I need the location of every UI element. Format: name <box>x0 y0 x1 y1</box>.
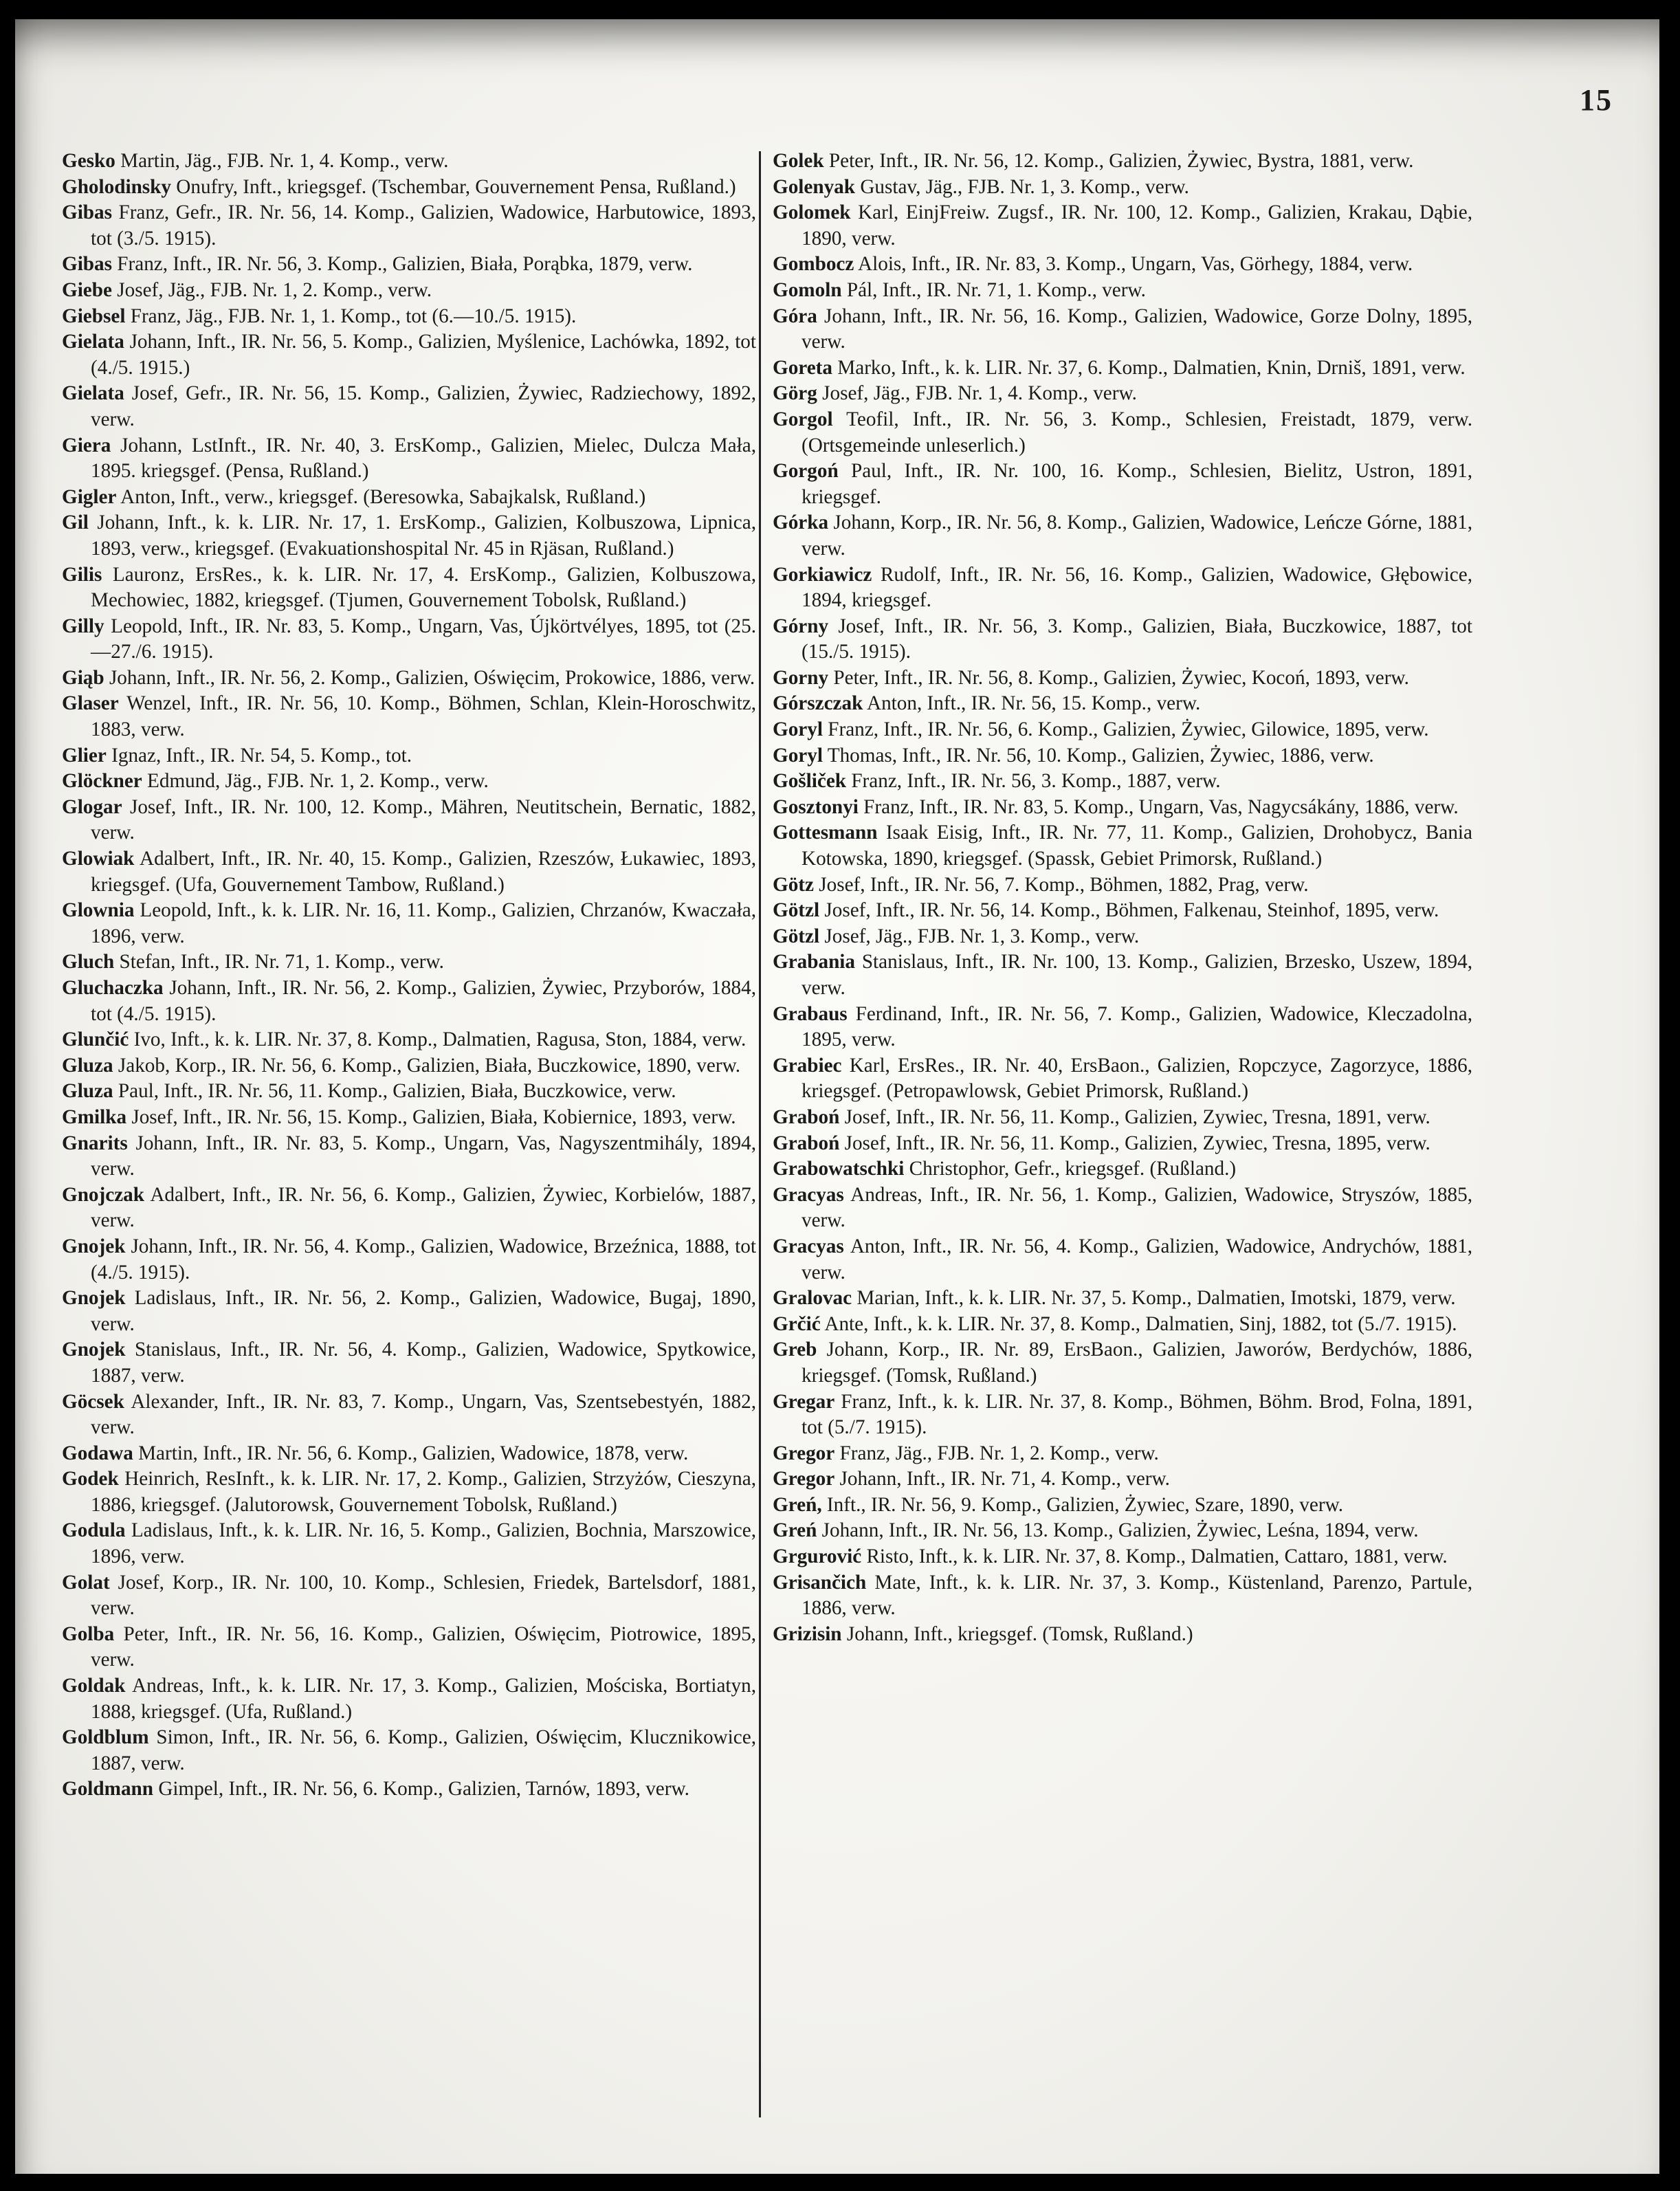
entry-details: Johann, Inft., IR. Nr. 56, 16. Komp., Galizien, Wadowice, Gorze Dolny, 1895, verw. <box>802 305 1472 353</box>
entry-details: Josef, Inft., IR. Nr. 56, 14. Komp., Böhmen, Falkenau, Steinhof, 1895, verw. <box>819 899 1439 922</box>
casualty-entry <box>773 717 1472 743</box>
entry-details: Karl, EinjFreiw. Zugsf., IR. Nr. 100, 12. Komp., Galizien, Krakau, Dąbie, 1890, verw. <box>802 201 1472 250</box>
casualty-entry <box>62 329 756 381</box>
surname: Gorgoń <box>773 460 839 483</box>
entry-details: Ladislaus, Inft., k. k. LIR. Nr. 16, 5. Komp., Galizien, Bochnia, Marszowice, 1896, verw. <box>91 1519 756 1568</box>
surname: Golat <box>62 1571 110 1594</box>
entry-details: Alois, Inft., IR. Nr. 83, 3. Komp., Ungarn, Vas, Görhegy, 1884, verw. <box>854 253 1413 276</box>
entry-details: Anton, Inft., IR. Nr. 56, 15. Komp., verw. <box>863 692 1201 715</box>
entry-details: Josef, Jäg., FJB. Nr. 1, 4. Komp., verw. <box>817 382 1137 405</box>
entry-details: Ivo, Inft., k. k. LIR. Nr. 37, 8. Komp., Dalmatien, Ragusa, Ston, 1884, verw. <box>129 1028 747 1051</box>
surname: Golenyak <box>773 175 856 198</box>
casualty-entry <box>62 743 756 769</box>
casualty-entry <box>773 872 1472 899</box>
casualty-entry <box>773 691 1472 717</box>
casualty-entry <box>62 1570 756 1622</box>
entry-details: Stefan, Inft., IR. Nr. 71, 1. Komp., verw. <box>114 951 444 973</box>
surname: Gluch <box>62 951 115 973</box>
entry-details: Paul, Inft., IR. Nr. 100, 16. Komp., Schlesien, Bielitz, Ustron, 1891, kriegsgef. <box>802 460 1472 508</box>
entry-details: Teofil, Inft., IR. Nr. 56, 3. Komp., Schlesien, Freistadt, 1879, verw. (Ortsgemeinde unleserlich.) <box>802 408 1472 456</box>
entry-details: Franz, Inft., k. k. LIR. Nr. 37, 8. Komp., Böhmen, Böhm. Brod, Folna, 1891, tot (5./7. 1915). <box>802 1390 1472 1439</box>
surname: Greń, <box>773 1493 822 1516</box>
surname: Giebe <box>62 278 112 301</box>
surname: Gnojczak <box>62 1183 144 1206</box>
casualty-entry <box>62 1622 756 1673</box>
casualty-entry <box>62 691 756 742</box>
surname: Gluchaczka <box>62 977 164 999</box>
entry-details: Peter, Inft., IR. Nr. 56, 12. Komp., Galizien, Żywiec, Bystra, 1881, verw. <box>824 150 1414 172</box>
casualty-entry <box>62 898 756 949</box>
surname: Goreta <box>773 356 832 379</box>
casualty-entry <box>773 665 1472 692</box>
casualty-entry <box>773 1234 1472 1286</box>
surname: Görg <box>773 382 817 405</box>
casualty-entry <box>62 1518 756 1570</box>
surname: Gorny <box>773 666 829 689</box>
entry-details: Isaak Eisig, Inft., IR. Nr. 77, 11. Komp., Galizien, Drohobycz, Bania Kotowska, 1890, kriegsgef. (Spassk, Gebiet Primorsk, Rußland.) <box>802 822 1472 870</box>
surname: Glöckner <box>62 770 142 793</box>
document-page <box>15 19 1659 2174</box>
surname: Grčić <box>773 1312 821 1335</box>
surname: Gorgol <box>773 408 833 430</box>
entry-details: Johann, Inft., IR. Nr. 56, 5. Komp., Galizien, Myślenice, Lachówka, 1892, tot (4./5. 1915.) <box>91 331 756 379</box>
casualty-entry <box>773 1493 1472 1519</box>
casualty-entry <box>773 1002 1472 1053</box>
entry-details: Mate, Inft., k. k. LIR. Nr. 37, 3. Komp., Küstenland, Parenzo, Partule, 1886, verw. <box>802 1571 1472 1620</box>
entry-details: Gimpel, Inft., IR. Nr. 56, 6. Komp., Galizien, Tarnów, 1893, verw. <box>153 1778 689 1801</box>
entry-details: Christophor, Gefr., kriegsgef. (Rußland.) <box>904 1158 1237 1180</box>
entry-details: Johann, Inft., IR. Nr. 56, 4. Komp., Galizien, Wadowice, Brzeźnica, 1888, tot (4./5. 1915). <box>91 1235 756 1284</box>
surname: Graboń <box>773 1105 840 1128</box>
casualty-entry <box>773 175 1472 201</box>
entry-details: Pál, Inft., IR. Nr. 71, 1. Komp., verw. <box>841 278 1146 301</box>
surname: Giąb <box>62 666 104 689</box>
casualty-entry <box>773 148 1472 175</box>
surname: Gil <box>62 511 89 534</box>
casualty-entry <box>62 1466 756 1518</box>
surname: Gnarits <box>62 1132 128 1154</box>
surname: Goryl <box>773 744 823 767</box>
surname: Godawa <box>62 1442 133 1464</box>
casualty-entry <box>62 304 756 330</box>
casualty-entry <box>773 1544 1472 1570</box>
entry-details: Josef, Korp., IR. Nr. 100, 10. Komp., Schlesien, Friedek, Bartelsdorf, 1881, verw. <box>91 1571 756 1620</box>
surname: Götzl <box>773 899 820 922</box>
casualty-entry <box>773 1053 1472 1105</box>
surname: Gmilka <box>62 1105 127 1128</box>
casualty-entry <box>62 510 756 562</box>
casualty-entry <box>62 252 756 278</box>
entry-details: Leopold, Inft., IR. Nr. 83, 5. Komp., Ungarn, Vas, Újkörtvélyes, 1895, tot (25.—27./6. 1915). <box>91 615 756 663</box>
surname: Grabania <box>773 951 856 973</box>
casualty-entry <box>62 949 756 976</box>
surname: Grisančich <box>773 1571 867 1594</box>
casualty-entry <box>62 1441 756 1467</box>
casualty-entry <box>773 304 1472 355</box>
casualty-entry <box>773 278 1472 304</box>
surname: Grgurović <box>773 1545 862 1568</box>
entry-details: Johann, Inft., IR. Nr. 56, 2. Komp., Galizien, Oświęcim, Prokowice, 1886, verw. <box>104 666 755 689</box>
surname: Götzl <box>773 925 820 947</box>
casualty-entry <box>62 1673 756 1725</box>
entry-details: Josef, Inft., IR. Nr. 100, 12. Komp., Mähren, Neutitschein, Bernatic, 1882, verw. <box>91 795 756 844</box>
casualty-entry <box>62 1053 756 1079</box>
entry-details: Franz, Inft., IR. Nr. 56, 6. Komp., Galizien, Żywiec, Gilowice, 1895, verw. <box>822 718 1429 741</box>
entry-details: Johann, Korp., IR. Nr. 56, 8. Komp., Galizien, Wadowice, Leńcze Górne, 1881, verw. <box>802 511 1472 560</box>
casualty-entry <box>773 1466 1472 1493</box>
casualty-entry <box>773 1518 1472 1544</box>
surname: Gigler <box>62 485 117 508</box>
surname: Goldmann <box>62 1778 154 1801</box>
entry-details: Andreas, Inft., IR. Nr. 56, 1. Komp., Galizien, Wadowice, Stryszów, 1885, verw. <box>802 1183 1472 1232</box>
surname: Gnojek <box>62 1287 126 1310</box>
casualty-entry <box>773 1570 1472 1622</box>
surname: Glogar <box>62 795 122 818</box>
surname: Gregor <box>773 1468 835 1490</box>
casualty-entry <box>773 1337 1472 1389</box>
entry-details: Risto, Inft., k. k. LIR. Nr. 37, 8. Komp., Dalmatien, Cattaro, 1881, verw. <box>861 1545 1448 1568</box>
entry-details: Peter, Inft., IR. Nr. 56, 8. Komp., Galizien, Żywiec, Kocoń, 1893, verw. <box>828 666 1409 689</box>
entry-details: Rudolf, Inft., IR. Nr. 56, 16. Komp., Galizien, Wadowice, Głębowice, 1894, kriegsgef. <box>802 563 1472 612</box>
surname: Graboń <box>773 1132 840 1154</box>
entry-details: Josef, Jäg., FJB. Nr. 1, 2. Komp., verw. <box>111 278 432 301</box>
entry-details: Franz, Inft., IR. Nr. 83, 5. Komp., Ungarn, Vas, Nagycsákány, 1886, verw. <box>858 795 1459 818</box>
surname: Greb <box>773 1339 817 1361</box>
entry-details: Anton, Inft., verw., kriegsgef. (Beresowka, Sabajkalsk, Rußland.) <box>116 485 646 508</box>
casualty-entry <box>62 1776 756 1803</box>
entry-details: Paul, Inft., IR. Nr. 56, 11. Komp., Galizien, Biała, Buczkowice, verw. <box>113 1080 676 1103</box>
surname: Gesko <box>62 150 115 172</box>
casualty-entry <box>773 924 1472 950</box>
casualty-entry <box>62 614 756 665</box>
casualty-entry <box>773 1441 1472 1467</box>
entry-details: Josef, Inft., IR. Nr. 56, 11. Komp., Galizien, Zywiec, Tresna, 1891, verw. <box>839 1105 1430 1128</box>
casualty-entry <box>62 976 756 1027</box>
surname: Gibas <box>62 201 112 224</box>
casualty-entry <box>773 820 1472 872</box>
surname: Gomoln <box>773 278 842 301</box>
casualty-entry <box>773 252 1472 278</box>
casualty-entry <box>773 510 1472 562</box>
entry-details: Martin, Inft., IR. Nr. 56, 6. Komp., Galizien, Wadowice, 1878, verw. <box>133 1442 689 1464</box>
entry-details: Marian, Inft., k. k. LIR. Nr. 37, 5. Komp., Dalmatien, Imotski, 1879, verw. <box>852 1287 1456 1310</box>
left-column <box>62 148 756 1803</box>
casualty-entry <box>773 1389 1472 1441</box>
casualty-entry <box>62 1725 756 1776</box>
casualty-entry <box>773 1182 1472 1234</box>
entry-details: Jakob, Korp., IR. Nr. 56, 6. Komp., Galizien, Biała, Buczkowice, 1890, verw. <box>113 1054 741 1077</box>
casualty-entry <box>773 795 1472 821</box>
entry-details: Franz, Jäg., FJB. Nr. 1, 1. Komp., tot (6.—10./5. 1915). <box>125 305 577 327</box>
surname: Gielata <box>62 331 124 353</box>
entry-details: Franz, Jäg., FJB. Nr. 1, 2. Komp., verw. <box>835 1442 1159 1464</box>
surname: Górny <box>773 615 829 637</box>
surname: Gibas <box>62 253 112 276</box>
entry-details: Simon, Inft., IR. Nr. 56, 6. Komp., Galizien, Oświęcim, Klucznikowice, 1887, verw. <box>91 1726 756 1774</box>
surname: Górka <box>773 511 829 534</box>
entry-details: Josef, Jäg., FJB. Nr. 1, 3. Komp., verw. <box>819 925 1140 947</box>
surname: Golomek <box>773 201 851 224</box>
entry-details: Ferdinand, Inft., IR. Nr. 56, 7. Komp., Galizien, Wadowice, Kleczadolna, 1895, verw. <box>802 1002 1472 1051</box>
surname: Grabaus <box>773 1002 848 1025</box>
casualty-entry <box>773 1622 1472 1648</box>
casualty-entry <box>62 795 756 846</box>
surname: Górszczak <box>773 692 863 715</box>
casualty-entry <box>773 1156 1472 1182</box>
surname: Gluza <box>62 1080 113 1103</box>
surname: Gielata <box>62 382 124 405</box>
casualty-entry <box>773 1131 1472 1157</box>
entry-details: Johann, Inft., IR. Nr. 83, 5. Komp., Ungarn, Vas, Nagyszentmihály, 1894, verw. <box>91 1132 756 1180</box>
surname: Göcsek <box>62 1390 124 1413</box>
surname: Gottesmann <box>773 822 878 844</box>
entry-details: Ignaz, Inft., IR. Nr. 54, 5. Komp., tot. <box>106 744 412 767</box>
surname: Glownia <box>62 899 135 922</box>
casualty-entry <box>62 1027 756 1053</box>
surname: Gregor <box>773 1442 835 1464</box>
entry-details: Heinrich, ResInft., k. k. LIR. Nr. 17, 2. Komp., Galizien, Strzyżów, Cieszyna, 1886, kriegsgef. (Jalutorowsk, Gouvernement Tobolsk, Rußland.) <box>91 1468 756 1516</box>
casualty-entry <box>62 1286 756 1337</box>
surname: Gnojek <box>62 1235 126 1257</box>
casualty-entry <box>62 148 756 175</box>
entry-details: Thomas, Inft., IR. Nr. 56, 10. Komp., Galizien, Żywiec, 1886, verw. <box>822 744 1374 767</box>
surname: Glaser <box>62 692 119 715</box>
entry-details: Stanislaus, Inft., IR. Nr. 56, 4. Komp., Galizien, Wadowice, Spytkowice, 1887, verw. <box>91 1339 756 1387</box>
surname: Giebsel <box>62 305 126 327</box>
entry-details: Gustav, Jäg., FJB. Nr. 1, 3. Komp., verw. <box>855 175 1189 198</box>
casualty-entry <box>62 381 756 432</box>
casualty-entry <box>773 355 1472 382</box>
casualty-entry <box>62 1234 756 1286</box>
entry-details: Peter, Inft., IR. Nr. 56, 16. Komp., Galizien, Oświęcim, Piotrowice, 1895, verw. <box>91 1622 756 1671</box>
casualty-entry <box>62 846 756 898</box>
surname: Gombocz <box>773 253 854 276</box>
casualty-entry <box>62 175 756 201</box>
casualty-entry <box>773 459 1472 510</box>
surname: Grabowatschki <box>773 1158 905 1180</box>
casualty-entry <box>773 562 1472 614</box>
entry-details: Inft., IR. Nr. 56, 9. Komp., Galizien, Żywiec, Szare, 1890, verw. <box>821 1493 1344 1516</box>
surname: Glunčić <box>62 1028 129 1051</box>
entry-details: Lauronz, ErsRes., k. k. LIR. Nr. 17, 4. ErsKomp., Galizien, Kolbuszowa, Mechowiec, 1882, kriegsgef. (Tjumen, Gouvernement Tobolsk, Rußland.) <box>91 563 756 612</box>
entry-details: Edmund, Jäg., FJB. Nr. 1, 2. Komp., verw. <box>142 770 489 793</box>
column-divider <box>759 151 761 2117</box>
casualty-entry <box>62 1105 756 1131</box>
casualty-entry <box>773 949 1472 1001</box>
surname: Golba <box>62 1622 115 1645</box>
entry-details: Johann, Korp., IR. Nr. 89, ErsBaon., Galizien, Jaworów, Berdychów, 1886, kriegsgef. (Tomsk, Rußland.) <box>802 1339 1472 1387</box>
surname: Goldak <box>62 1675 126 1697</box>
page-number: 15 <box>1580 83 1613 117</box>
surname: Goryl <box>773 718 823 741</box>
casualty-entry <box>773 743 1472 769</box>
surname: Goldblum <box>62 1726 149 1749</box>
entry-details: Franz, Inft., IR. Nr. 56, 3. Komp., 1887, verw. <box>846 770 1221 793</box>
casualty-entry <box>773 1105 1472 1131</box>
surname: Gorkiawicz <box>773 563 872 586</box>
entry-details: Leopold, Inft., k. k. LIR. Nr. 16, 11. Komp., Galizien, Chrzanów, Kwaczała, 1896, verw. <box>91 899 756 947</box>
entry-details: Josef, Inft., IR. Nr. 56, 3. Komp., Galizien, Biała, Buczkowice, 1887, tot (15./5. 1915). <box>802 615 1472 663</box>
surname: Grabiec <box>773 1054 842 1077</box>
entry-details: Josef, Inft., IR. Nr. 56, 15. Komp., Galizien, Biała, Kobiernice, 1893, verw. <box>126 1105 736 1128</box>
entry-details: Johann, LstInft., IR. Nr. 40, 3. ErsKomp., Galizien, Mielec, Dulcza Mała, 1895. kriegsgef. (Pensa, Rußland.) <box>91 434 756 483</box>
entry-details: Franz, Inft., IR. Nr. 56, 3. Komp., Galizien, Biała, Porąbka, 1879, verw. <box>112 253 693 276</box>
surname: Gralovac <box>773 1287 852 1310</box>
surname: Gluza <box>62 1054 113 1077</box>
entry-details: Johann, Inft., IR. Nr. 71, 4. Komp., verw. <box>835 1468 1170 1490</box>
surname: Götz <box>773 873 814 896</box>
entry-details: Adalbert, Inft., IR. Nr. 40, 15. Komp., Galizien, Rzeszów, Łukawiec, 1893, kriegsgef. (Ufa, Gouvernement Tambow, Rußland.) <box>91 848 756 896</box>
casualty-entry <box>62 278 756 304</box>
surname: Golek <box>773 150 824 172</box>
entry-details: Marko, Inft., k. k. LIR. Nr. 37, 6. Komp., Dalmatien, Knin, Drniš, 1891, verw. <box>832 356 1466 379</box>
surname: Grizisin <box>773 1622 842 1645</box>
casualty-entry <box>62 562 756 614</box>
surname: Glowiak <box>62 848 135 870</box>
casualty-entry <box>773 769 1472 795</box>
casualty-entry <box>62 433 756 485</box>
casualty-entry <box>62 1389 756 1441</box>
entry-details: Martin, Jäg., FJB. Nr. 1, 4. Komp., verw. <box>115 150 449 172</box>
entry-details: Josef, Inft., IR. Nr. 56, 7. Komp., Böhmen, 1882, Prag, verw. <box>813 873 1309 896</box>
entry-details: Franz, Gefr., IR. Nr. 56, 14. Komp., Galizien, Wadowice, Harbutowice, 1893, tot (3./5. 1915). <box>91 201 756 250</box>
entry-details: Johann, Inft., k. k. LIR. Nr. 17, 1. ErsKomp., Galizien, Kolbuszowa, Lipnica, 1893, verw., kriegsgef. (Evakuationshospital Nr. 45 in Rjäsan, Rußland.) <box>88 511 756 560</box>
casualty-entry <box>62 200 756 252</box>
casualty-entry <box>773 1286 1472 1312</box>
surname: Gracyas <box>773 1183 844 1206</box>
casualty-entry <box>62 1182 756 1234</box>
entry-details: Onufry, Inft., kriegsgef. (Tschembar, Gouvernement Pensa, Rußland.) <box>171 175 736 198</box>
surname: Gilly <box>62 615 104 637</box>
casualty-entry <box>62 665 756 692</box>
entry-details: Johann, Inft., IR. Nr. 56, 13. Komp., Galizien, Żywiec, Leśna, 1894, verw. <box>817 1519 1419 1542</box>
casualty-entry <box>773 407 1472 459</box>
entry-details: Karl, ErsRes., IR. Nr. 40, ErsBaon., Galizien, Ropczyce, Zagorzyce, 1886, kriegsgef. (Petropawlowsk, Gebiet Primorsk, Rußland.) <box>802 1054 1472 1103</box>
right-column <box>773 148 1472 1647</box>
entry-details: Johann, Inft., kriegsgef. (Tomsk, Rußland.) <box>841 1622 1193 1645</box>
surname: Gilis <box>62 563 102 586</box>
casualty-entry <box>773 898 1472 924</box>
casualty-entry <box>62 769 756 795</box>
entry-details: Wenzel, Inft., IR. Nr. 56, 10. Komp., Böhmen, Schlan, Klein-Horoschwitz, 1883, verw. <box>91 692 756 741</box>
surname: Gregar <box>773 1390 835 1413</box>
surname: Gnojek <box>62 1339 126 1361</box>
entry-details: Andreas, Inft., k. k. LIR. Nr. 17, 3. Komp., Galizien, Mościska, Bortiatyn, 1888, kriegsgef. (Ufa, Rußland.) <box>91 1675 756 1723</box>
casualty-entry <box>773 1312 1472 1338</box>
entry-details: Anton, Inft., IR. Nr. 56, 4. Komp., Galizien, Wadowice, Andrychów, 1881, verw. <box>802 1235 1472 1284</box>
surname: Gholodinsky <box>62 175 171 198</box>
surname: Greń <box>773 1519 817 1542</box>
entry-details: Adalbert, Inft., IR. Nr. 56, 6. Komp., Galizien, Żywiec, Korbielów, 1887, verw. <box>91 1183 756 1232</box>
casualty-entry <box>773 614 1472 665</box>
casualty-entry <box>773 381 1472 407</box>
surname: Gosztonyi <box>773 795 859 818</box>
entry-details: Johann, Inft., IR. Nr. 56, 2. Komp., Galizien, Żywiec, Przyborów, 1884, tot (4./5. 1915). <box>91 977 756 1025</box>
entry-details: Alexander, Inft., IR. Nr. 83, 7. Komp., Ungarn, Vas, Szentsebestyén, 1882, verw. <box>91 1390 756 1439</box>
entry-details: Ladislaus, Inft., IR. Nr. 56, 2. Komp., Galizien, Wadowice, Bugaj, 1890, verw. <box>91 1287 756 1335</box>
surname: Giera <box>62 434 111 456</box>
casualty-entry <box>62 1079 756 1105</box>
surname: Gošliček <box>773 770 847 793</box>
entry-details: Stanislaus, Inft., IR. Nr. 100, 13. Komp., Galizien, Brzesko, Uszew, 1894, verw. <box>802 951 1472 999</box>
surname: Godula <box>62 1519 126 1542</box>
surname: Gracyas <box>773 1235 844 1257</box>
entry-details: Josef, Inft., IR. Nr. 56, 11. Komp., Galizien, Zywiec, Tresna, 1895, verw. <box>839 1132 1430 1154</box>
entry-details: Josef, Gefr., IR. Nr. 56, 15. Komp., Galizien, Żywiec, Radziechowy, 1892, verw. <box>91 382 756 430</box>
surname: Glier <box>62 744 107 767</box>
casualty-entry <box>62 1337 756 1389</box>
surname: Góra <box>773 305 817 327</box>
casualty-entry <box>62 485 756 511</box>
casualty-entry <box>62 1131 756 1182</box>
casualty-entry <box>773 200 1472 252</box>
surname: Godek <box>62 1468 119 1490</box>
entry-details: Ante, Inft., k. k. LIR. Nr. 37, 8. Komp., Dalmatien, Sinj, 1882, tot (5./7. 1915). <box>820 1312 1457 1335</box>
